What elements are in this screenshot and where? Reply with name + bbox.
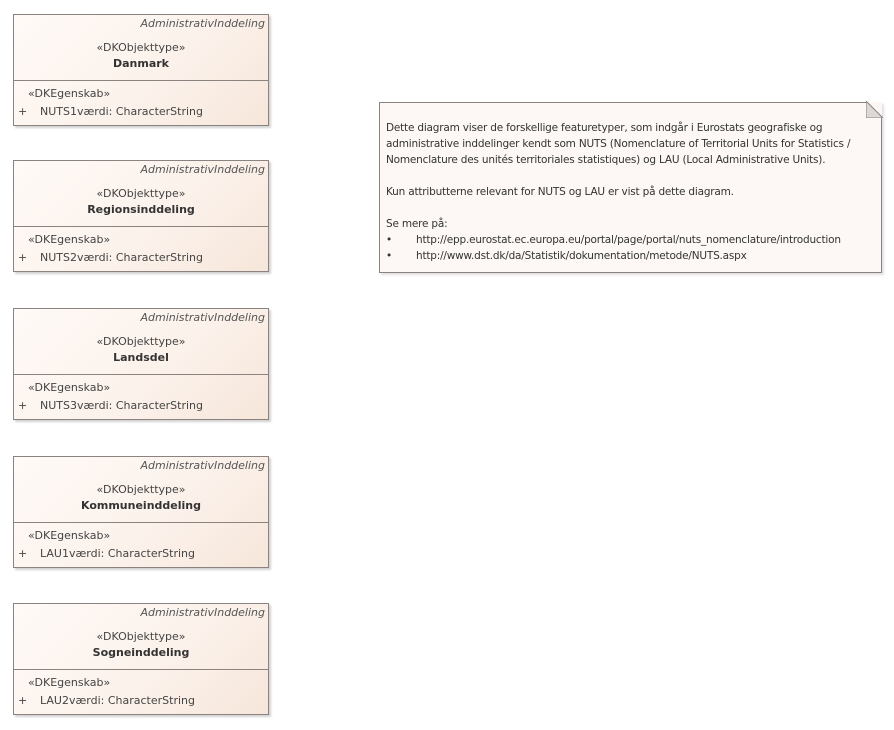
attribute-text: NUTS3værdi: CharacterString [40,399,203,412]
class-name: Sogneinddeling [92,646,190,659]
attribute[interactable] [18,399,203,412]
attribute[interactable] [18,547,195,560]
class-sogneinddeling[interactable] [13,603,269,715]
visibility-marker: + [18,105,28,118]
attribute-stereotype: «DKEgenskab» [28,529,111,542]
visibility-marker: + [18,251,28,264]
note-link-list [386,232,862,264]
attribute-stereotype: «DKEgenskab» [28,676,111,689]
bullet-icon: • [386,234,392,246]
class-name: Landsdel [113,351,169,364]
note-border [380,102,866,103]
bullet-icon: • [386,250,392,262]
class-header [14,604,268,670]
attribute-stereotype: «DKEgenskab» [28,87,111,100]
attribute-text: NUTS1værdi: CharacterString [40,105,203,118]
class-header [14,309,268,375]
attribute-stereotype: «DKEgenskab» [28,233,111,246]
note-text: administrative inddelinger kendt som NUTS (Nomenclature of Territorial Units for Statistics / [386,138,851,150]
attribute-stereotype: «DKEgenskab» [28,381,111,394]
visibility-marker: + [18,399,28,412]
class-danmark[interactable] [13,14,269,126]
class-header [14,161,268,227]
class-name: Regionsinddeling [87,203,195,216]
note-text: Nomenclature des unités territoriales statistiques) og LAU (Local Administrative Units). [386,154,826,166]
class-tag: AdministrativInddeling [140,459,265,472]
class-stereotype: «DKObjekttype» [96,187,186,200]
note-text: Se mere på: [386,218,448,230]
note-text: Dette diagram viser de forskellige featuretyper, som indgår i Eurostats geografiske og [386,122,823,134]
note-link[interactable]: http://www.dst.dk/da/Statistik/dokumentation/metode/NUTS.aspx [416,250,747,262]
class-header [14,15,268,81]
attribute[interactable] [18,694,195,707]
class-stereotype: «DKObjekttype» [96,41,186,54]
note-fold-corner-icon [866,101,883,118]
class-stereotype: «DKObjekttype» [96,483,186,496]
attribute-text: LAU1værdi: CharacterString [40,547,195,560]
class-tag: AdministrativInddeling [140,606,265,619]
note-link-item [386,232,862,248]
attribute-text: NUTS2værdi: CharacterString [40,251,203,264]
visibility-marker: + [18,547,28,560]
class-header [14,457,268,523]
diagram-note[interactable] [379,102,882,273]
class-landsdel[interactable] [13,308,269,420]
class-name: Danmark [112,57,169,70]
class-stereotype: «DKObjekttype» [96,335,186,348]
attribute[interactable] [18,105,203,118]
class-tag: AdministrativInddeling [140,17,265,30]
class-kommuneinddeling[interactable] [13,456,269,568]
class-stereotype: «DKObjekttype» [96,630,186,643]
attribute[interactable] [18,251,203,264]
visibility-marker: + [18,694,28,707]
class-name: Kommuneinddeling [81,499,201,512]
note-body [386,120,862,264]
attribute-text: LAU2værdi: CharacterString [40,694,195,707]
class-tag: AdministrativInddeling [140,311,265,324]
note-border [881,118,882,272]
class-regionsinddeling[interactable] [13,160,269,272]
note-link[interactable]: http://epp.eurostat.ec.europa.eu/portal/page/portal/nuts_nomenclature/introduction [416,234,841,246]
note-link-item [386,248,862,264]
class-tag: AdministrativInddeling [140,163,265,176]
note-text: Kun attributterne relevant for NUTS og LAU er vist på dette diagram. [386,186,734,198]
